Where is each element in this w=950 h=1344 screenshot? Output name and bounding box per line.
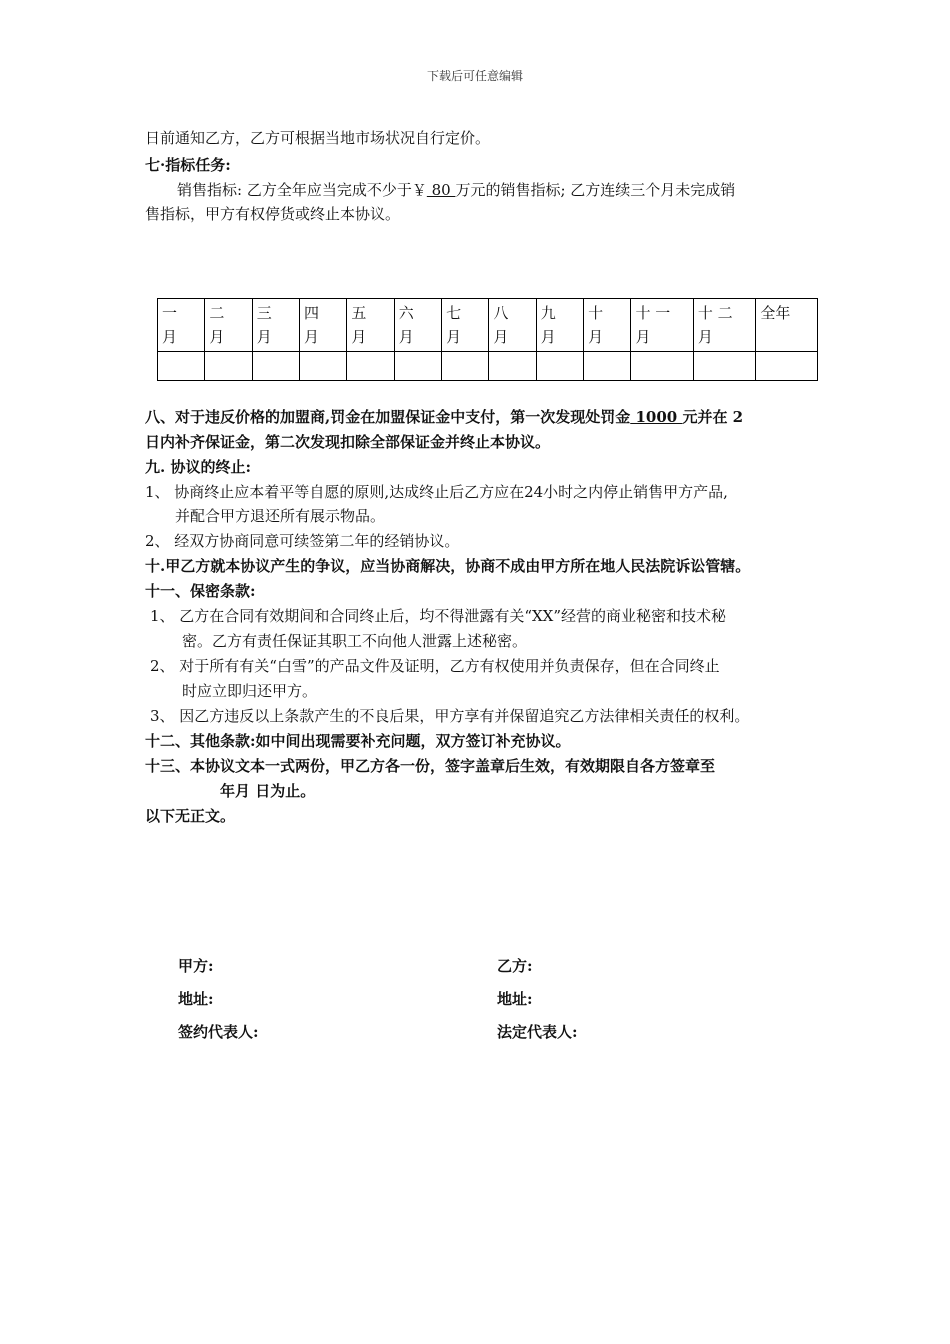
- month-cell: 八 月: [489, 299, 536, 352]
- month-cell: 十 月: [584, 299, 631, 352]
- empty-cell: [584, 352, 631, 381]
- section-8-line-1: 八、对于违反价格的加盟商,罚金在加盟保证金中支付，第一次发现处罚金 1000 元并在 2: [145, 408, 744, 426]
- section-11-item-2-cont: 时应立即归还甲方。: [182, 682, 318, 700]
- empty-cell: [693, 352, 755, 381]
- empty-cell: [158, 352, 205, 381]
- section-12: 十二、其他条款:如中间出现需要补充问题，双方签订补充协议。: [145, 732, 571, 750]
- month-cell: 四 月: [300, 299, 347, 352]
- section-9-item-2: 2、 经双方协商同意可续签第二年的经销协议。: [145, 532, 460, 550]
- section-13-line-2: 年月 日为止。: [220, 782, 316, 800]
- section-7-line-1: [177, 179, 735, 200]
- page-header: 下载后可任意编辑: [427, 69, 524, 83]
- section-11-heading: 十一、保密条款:: [145, 582, 256, 600]
- month-cell: 九 月: [536, 299, 583, 352]
- paragraph-continuation: 日前通知乙方，乙方可根据当地市场状况自行定价。: [145, 129, 491, 147]
- party-b-address-label: 地址:: [497, 990, 533, 1008]
- month-header-row: [158, 299, 818, 352]
- section-11-item-3: 3、 因乙方违反以上条款产生的不良后果，甲方享有并保留追究乙方法律相关责任的权利。: [150, 707, 750, 725]
- sales-target-text-a: 销售指标: 乙方全年应当完成不少于￥: [177, 181, 427, 199]
- empty-cell: [442, 352, 489, 381]
- month-cell: 十 一 月: [631, 299, 693, 352]
- party-a-address-label: 地址:: [178, 990, 214, 1008]
- empty-cell: [347, 352, 394, 381]
- section-11-item-1: 1、 乙方在合同有效期间和合同终止后，均不得泄露有关“XX”经营的商业秘密和技术秘: [150, 607, 727, 625]
- empty-cell: [252, 352, 299, 381]
- empty-cell: [756, 352, 818, 381]
- fine-amount: 1000: [630, 408, 683, 426]
- party-b-representative-label: 法定代表人:: [497, 1023, 578, 1041]
- month-cell: 六 月: [394, 299, 441, 352]
- empty-cell: [205, 352, 252, 381]
- sales-target-text-b: 万元的销售指标; 乙方连续三个月未完成销: [455, 181, 736, 199]
- month-cell: 一 月: [158, 299, 205, 352]
- section-7-heading: 七·指标任务:: [145, 156, 231, 174]
- empty-cell: [489, 352, 536, 381]
- month-cell: 五 月: [347, 299, 394, 352]
- section-9-heading: 九. 协议的终止:: [145, 458, 251, 476]
- section-11-item-1-cont: 密。乙方有责任保证其职工不向他人泄露上述秘密。: [182, 632, 528, 650]
- end-of-text: 以下无正文。: [145, 807, 236, 825]
- sales-target-amount: 80: [426, 181, 456, 199]
- section-9-item-1: 1、 协商终止应本着平等自愿的原则,达成终止后乙方应在24小时之内停止销售甲方产品,: [145, 483, 728, 501]
- section-8-line-2: 日内补齐保证金，第二次发现扣除全部保证金并终止本协议。: [145, 433, 551, 451]
- empty-cell: [631, 352, 693, 381]
- party-b-label: 乙方:: [497, 957, 533, 975]
- empty-cell: [300, 352, 347, 381]
- monthly-target-table: [157, 298, 818, 381]
- party-a-label: 甲方:: [178, 957, 214, 975]
- month-cell: 七 月: [442, 299, 489, 352]
- section-13-line-1: 十三、本协议文本一式两份，甲乙方各一份，签字盖章后生效，有效期限自各方签章至: [145, 757, 716, 775]
- empty-cell: [394, 352, 441, 381]
- month-cell: 十 二 月: [693, 299, 755, 352]
- section-7-line-2: 售指标，甲方有权停货或终止本协议。: [145, 205, 401, 223]
- section-9-item-1-cont: 并配合甲方退还所有展示物品。: [175, 507, 386, 525]
- section-10: 十.甲乙方就本协议产生的争议，应当协商解决，协商不成由甲方所在地人民法院诉讼管辖。: [145, 557, 751, 575]
- party-a-representative-label: 签约代表人:: [178, 1023, 259, 1041]
- section-11-item-2: 2、 对于所有有关“白雪”的产品文件及证明，乙方有权使用并负责保存，但在合同终止: [150, 657, 720, 675]
- month-cell: 二 月: [205, 299, 252, 352]
- empty-cell: [536, 352, 583, 381]
- month-cell: 三 月: [252, 299, 299, 352]
- month-value-row: [158, 352, 818, 381]
- total-cell: 全年: [756, 299, 818, 352]
